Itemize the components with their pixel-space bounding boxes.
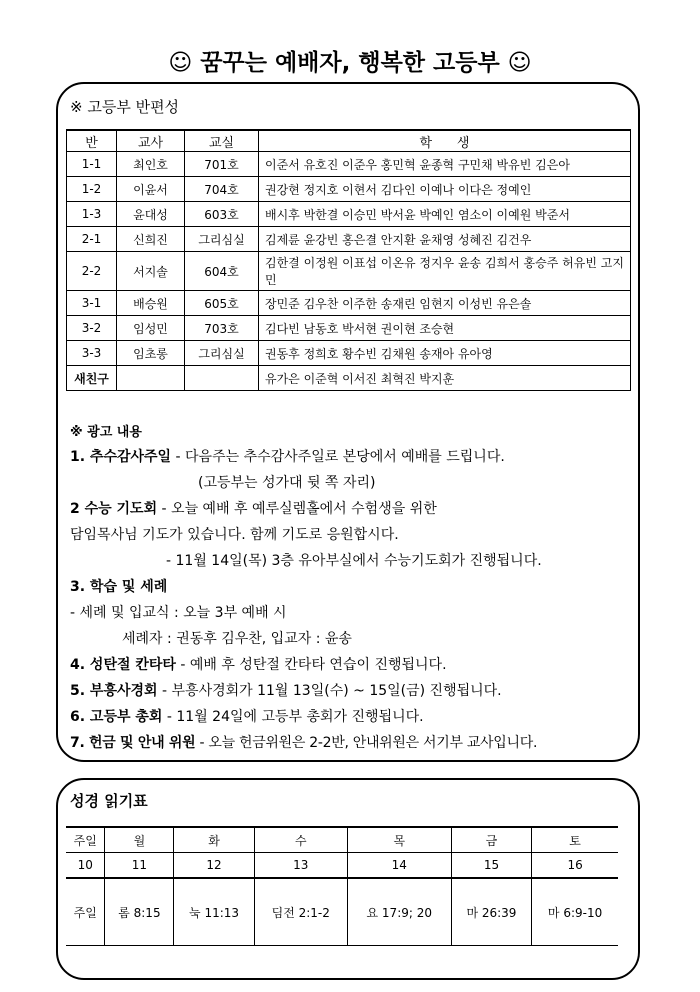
notice-text: - 11월 24일에 고등부 총회가 진행됩니다. <box>162 709 424 725</box>
notice-text: - 부흥사경회가 11월 13일(수) ~ 15일(금) 진행됩니다. <box>157 683 502 699</box>
notice-title: 7. 헌금 및 안내 위원 <box>70 735 196 751</box>
notice-line <box>70 470 640 496</box>
verse-cell: 요 17:9; 20 <box>347 878 451 946</box>
notice-line <box>70 730 640 756</box>
verse-cell: 주일 <box>66 878 105 946</box>
day-cell: 금 <box>451 827 531 853</box>
notice-line <box>70 678 640 704</box>
students-cell: 장민준 김우찬 이주한 송재린 임현지 이성빈 유은솔 <box>259 291 631 316</box>
notice-title: 1. 추수감사주일 <box>70 449 172 465</box>
students-cell: 김제륜 윤강빈 홍은결 안지환 윤채영 성혜진 김건우 <box>259 227 631 252</box>
class-cell: 1-1 <box>67 152 117 177</box>
notice-list <box>70 422 640 756</box>
notice-line <box>70 548 640 574</box>
students-cell: 권동후 정희호 황수빈 김채원 송재아 유아영 <box>259 341 631 366</box>
header-class: 반 <box>67 130 117 152</box>
notice-text: 담임목사님 기도가 있습니다. 함께 기도로 응원합시다. <box>70 527 399 543</box>
header-room: 교실 <box>185 130 259 152</box>
table-row <box>67 252 631 291</box>
notice-text: - 오늘 헌금위원은 2-2반, 안내위원은 서기부 교사입니다. <box>195 735 538 751</box>
notice-line <box>70 704 640 730</box>
notice-title: 4. 성탄절 칸타타 <box>70 657 176 673</box>
table-header-row <box>67 130 631 152</box>
table-row <box>67 316 631 341</box>
notice-line <box>70 574 640 600</box>
page-title: ☺ 꿈꾸는 예배자, 행복한 고등부 ☺ <box>168 50 532 76</box>
reading-days-row <box>66 827 618 853</box>
teacher-cell: 배승원 <box>117 291 185 316</box>
notice-title: 6. 고등부 총회 <box>70 709 163 725</box>
header-students: 학 생 <box>259 130 631 152</box>
students-cell: 유가은 이준혁 이서진 최혁진 박지훈 <box>259 366 631 391</box>
notice-line <box>70 652 640 678</box>
table-row <box>67 202 631 227</box>
class-cell: 2-2 <box>67 252 117 291</box>
verse-cell: 눅 11:13 <box>174 878 254 946</box>
table-row <box>67 341 631 366</box>
table-row <box>67 291 631 316</box>
date-cell: 13 <box>254 853 347 879</box>
class-cell: 3-2 <box>67 316 117 341</box>
students-cell: 권강현 정지호 이현서 김다인 이예나 이다은 정예인 <box>259 177 631 202</box>
room-cell: 그리심실 <box>185 227 259 252</box>
room-cell: 605호 <box>185 291 259 316</box>
class-cell: 3-3 <box>67 341 117 366</box>
reading-dates-row <box>66 853 618 879</box>
notice-text: - 11월 14일(목) 3층 유아부실에서 수능기도회가 진행됩니다. <box>166 553 542 569</box>
table-row <box>67 177 631 202</box>
table-row <box>67 152 631 177</box>
notice-title: 2 수능 기도회 <box>70 501 158 517</box>
class-assignment-table <box>66 129 631 391</box>
room-cell: 701호 <box>185 152 259 177</box>
teacher-cell: 서지솔 <box>117 252 185 291</box>
teacher-cell: 이윤서 <box>117 177 185 202</box>
room-cell: 603호 <box>185 202 259 227</box>
notice-line <box>70 600 640 626</box>
verse-cell: 마 26:39 <box>451 878 531 946</box>
notice-title: 3. 학습 및 세례 <box>70 579 168 595</box>
reading-verses-row <box>66 878 618 946</box>
class-cell: 1-2 <box>67 177 117 202</box>
date-cell: 12 <box>174 853 254 879</box>
teacher-cell: 윤대성 <box>117 202 185 227</box>
table-row <box>67 366 631 391</box>
day-cell: 토 <box>532 827 618 853</box>
notice-text: - 세례 및 입교식 : 오늘 3부 예배 시 <box>70 605 287 621</box>
table-row <box>67 227 631 252</box>
teacher-cell: 최인호 <box>117 152 185 177</box>
day-cell: 주일 <box>66 827 105 853</box>
day-cell: 월 <box>105 827 174 853</box>
class-cell: 1-3 <box>67 202 117 227</box>
room-cell: 604호 <box>185 252 259 291</box>
students-cell: 배시후 박한결 이승민 박서윤 박예인 염소이 이예원 박준서 <box>259 202 631 227</box>
reading-heading: 성경 읽기표 <box>70 792 148 810</box>
date-cell: 11 <box>105 853 174 879</box>
verse-cell: 마 6:9-10 <box>532 878 618 946</box>
teacher-cell: 임초롱 <box>117 341 185 366</box>
verse-cell: 롬 8:15 <box>105 878 174 946</box>
teacher-cell: 임성민 <box>117 316 185 341</box>
date-cell: 16 <box>532 853 618 879</box>
day-cell: 목 <box>347 827 451 853</box>
room-cell <box>185 366 259 391</box>
students-cell: 김한결 이정원 이표섭 이온유 정지우 윤송 김희서 홍승주 허유빈 고지민 <box>259 252 631 291</box>
students-cell: 김다빈 남동호 박서현 권이현 조승현 <box>259 316 631 341</box>
class-cell: 2-1 <box>67 227 117 252</box>
notice-line <box>70 444 640 470</box>
notice-title: 5. 부흥사경회 <box>70 683 158 699</box>
students-cell: 이준서 유호진 이준우 홍민혁 윤종혁 구민채 박유빈 김은아 <box>259 152 631 177</box>
day-cell: 화 <box>174 827 254 853</box>
date-cell: 15 <box>451 853 531 879</box>
room-cell: 그리심실 <box>185 341 259 366</box>
date-cell: 10 <box>66 853 105 879</box>
notice-text: - 오늘 예배 후 예루실렘홀에서 수험생을 위한 <box>157 501 437 517</box>
day-cell: 수 <box>254 827 347 853</box>
notice-line <box>70 626 640 652</box>
date-cell: 14 <box>347 853 451 879</box>
teacher-cell: 신희진 <box>117 227 185 252</box>
notice-heading: ※ 광고 내용 <box>70 425 142 440</box>
room-cell: 704호 <box>185 177 259 202</box>
header-teacher: 교사 <box>117 130 185 152</box>
class-assignment-heading: ※ 고등부 반편성 <box>70 98 180 116</box>
teacher-cell <box>117 366 185 391</box>
notice-line <box>70 522 640 548</box>
room-cell: 703호 <box>185 316 259 341</box>
verse-cell: 딤전 2:1-2 <box>254 878 347 946</box>
class-cell: 3-1 <box>67 291 117 316</box>
notice-text: 세례자 : 권동후 김우찬, 입교자 : 윤송 <box>122 631 352 647</box>
notice-text: - 다음주는 추수감사주일로 본당에서 예배를 드립니다. <box>171 449 505 465</box>
reading-table <box>66 826 618 946</box>
class-cell: 새친구 <box>67 366 117 391</box>
notice-line <box>70 496 640 522</box>
notice-text: - 예배 후 성탄절 칸타타 연습이 진행됩니다. <box>175 657 447 673</box>
notice-text: (고등부는 성가대 뒷 쪽 자리) <box>198 475 376 491</box>
